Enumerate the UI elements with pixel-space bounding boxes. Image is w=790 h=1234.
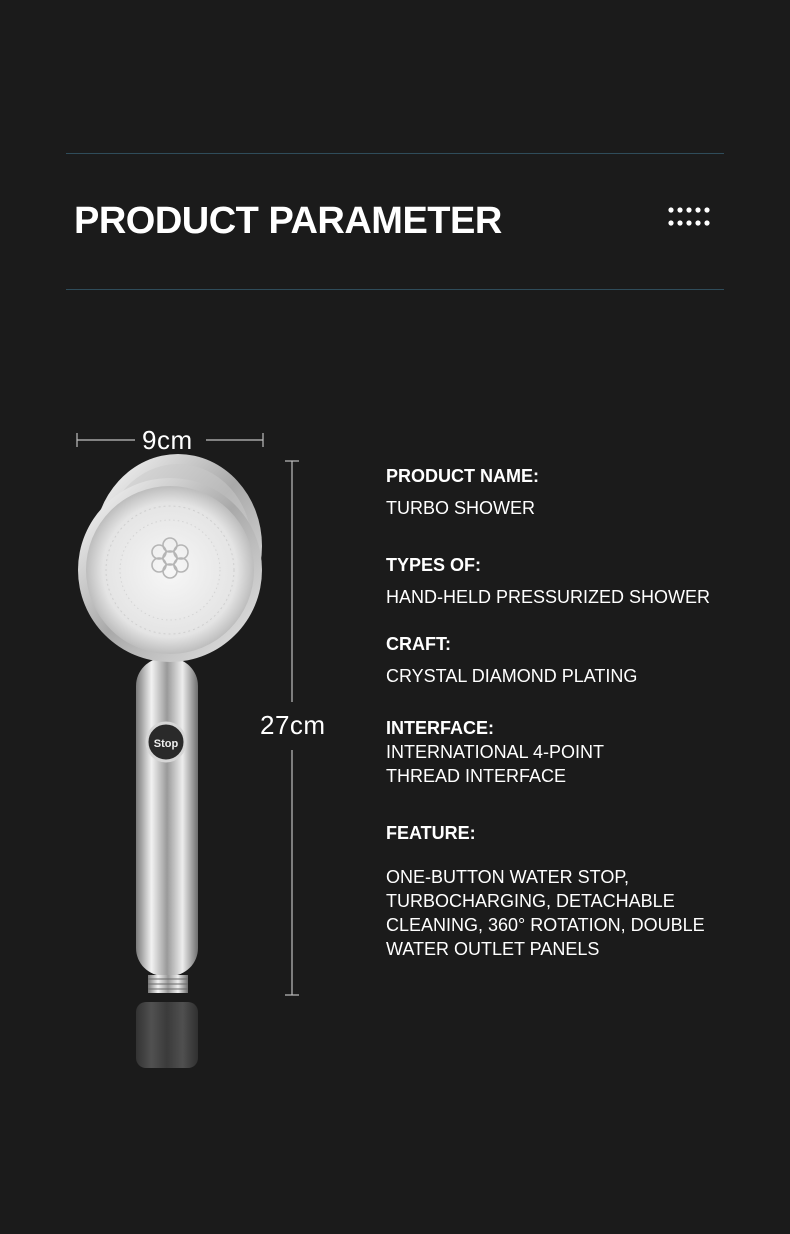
spec-value: TURBOCHARGING, DETACHABLE <box>386 891 675 911</box>
spec-value: HAND-HELD PRESSURIZED SHOWER <box>386 587 711 607</box>
spec-label: INTERFACE: <box>386 718 494 738</box>
width-label: 9cm <box>142 425 193 455</box>
spec-label: FEATURE: <box>386 823 476 843</box>
spec-value: CLEANING, 360° ROTATION, DOUBLE <box>386 915 705 935</box>
page-title: PRODUCT PARAMETER <box>74 200 502 242</box>
shower-head-image <box>60 430 280 1080</box>
spec-value: ONE-BUTTON WATER STOP, <box>386 867 630 887</box>
spec-value: TURBO SHOWER <box>386 498 536 518</box>
spec-value: CRYSTAL DIAMOND PLATING <box>386 666 638 686</box>
spec-label: PRODUCT NAME: <box>386 466 539 486</box>
spec-label: TYPES OF: <box>386 555 482 575</box>
spec-feature <box>386 821 746 961</box>
spec-types <box>386 553 746 609</box>
spec-label: CRAFT: <box>386 634 451 654</box>
spec-interface <box>386 716 746 788</box>
spec-product-name <box>386 464 746 520</box>
stop-button-label: Stop <box>153 738 179 750</box>
height-label: 27cm <box>260 710 326 740</box>
spec-value: WATER OUTLET PANELS <box>386 939 600 959</box>
spec-value: THREAD INTERFACE <box>386 766 567 786</box>
spec-value: INTERNATIONAL 4-POINT <box>386 742 605 762</box>
spec-craft <box>386 632 746 688</box>
